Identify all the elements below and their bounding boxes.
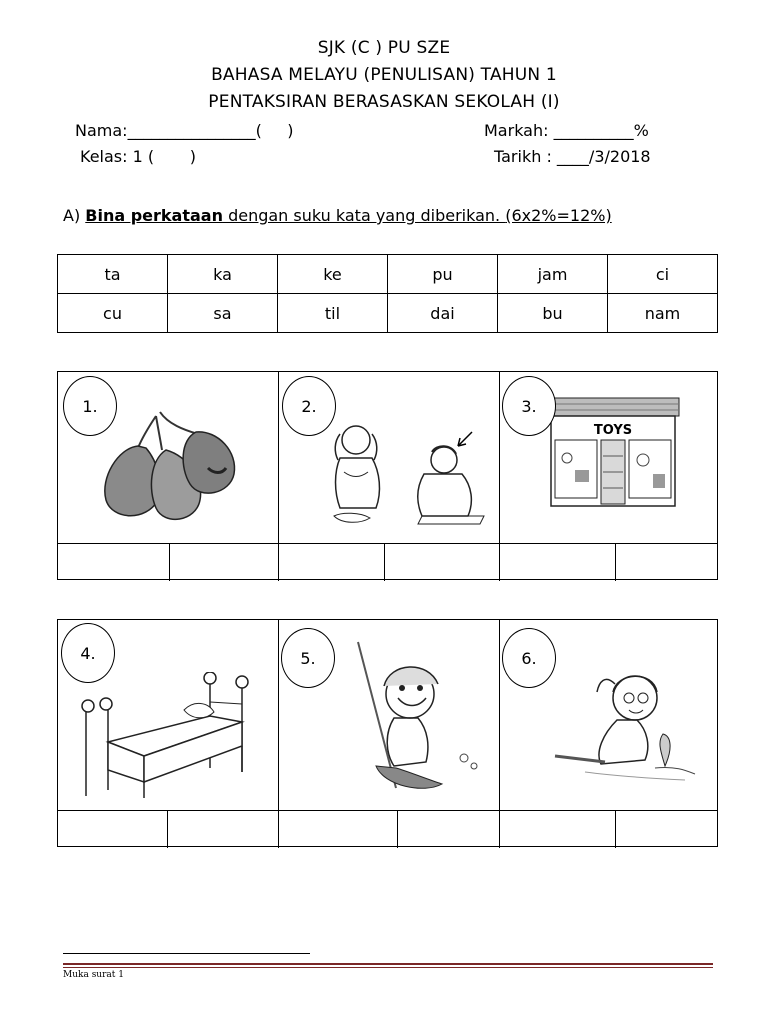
syllable-cell: til xyxy=(278,294,388,333)
syllable-row xyxy=(58,294,718,333)
markah-suffix: % xyxy=(633,121,649,140)
bed-icon xyxy=(74,672,264,800)
answer-row-1 xyxy=(58,543,717,581)
picture-cell-3 xyxy=(499,372,718,543)
syllable-cell: pu xyxy=(388,255,498,294)
answer-box[interactable] xyxy=(616,811,717,848)
page-number: Muka surat 1 xyxy=(63,970,124,980)
boy-sweeping-icon xyxy=(314,638,484,798)
answer-box[interactable] xyxy=(168,811,279,848)
syllable-cell: nam xyxy=(608,294,718,333)
syllable-cell: ta xyxy=(58,255,168,294)
instruction-bold: Bina perkataan xyxy=(85,206,223,225)
footer-rule xyxy=(63,963,713,965)
markah-field[interactable] xyxy=(484,121,649,140)
tarikh-field[interactable] xyxy=(494,147,651,166)
tarikh-suffix: /3/2018 xyxy=(588,147,651,166)
question-number-6: 6. xyxy=(502,628,556,688)
instruction-prefix: A) xyxy=(63,206,86,225)
answer-row-2 xyxy=(58,810,717,848)
nama-label: Nama: xyxy=(75,121,128,140)
answer-box[interactable] xyxy=(170,544,279,581)
answer-box[interactable] xyxy=(279,544,385,581)
picture-cell-6 xyxy=(499,620,718,810)
syllable-cell: bu xyxy=(498,294,608,333)
tarikh-label: Tarikh : xyxy=(494,147,557,166)
syllable-table xyxy=(57,254,718,333)
footer-rule-thin xyxy=(63,967,713,968)
answer-box[interactable] xyxy=(279,811,398,848)
syllable-cell: ke xyxy=(278,255,388,294)
syllable-cell: sa xyxy=(168,294,278,333)
answer-box[interactable] xyxy=(58,544,170,581)
syllable-row xyxy=(58,255,718,294)
question-number-1: 1. xyxy=(63,376,117,436)
syllable-cell: cu xyxy=(58,294,168,333)
question-number-5: 5. xyxy=(281,628,335,688)
answer-box[interactable] xyxy=(398,811,500,848)
subject-title: BAHASA MELAYU (PENULISAN) TAHUN 1 xyxy=(211,65,557,85)
syllable-cell: dai xyxy=(388,294,498,333)
nama-field[interactable] xyxy=(75,121,293,140)
markah-label: Markah: xyxy=(484,121,554,140)
girl-planting-icon xyxy=(525,656,705,796)
jambu-fruit-icon xyxy=(88,408,248,528)
kelas-field[interactable]: Kelas: 1 ( ) xyxy=(80,147,196,166)
children-playing-icon xyxy=(304,412,489,534)
nama-blank[interactable]: ________________ xyxy=(127,121,256,140)
picture-cell-4 xyxy=(58,620,279,810)
footer-divider xyxy=(63,953,310,954)
instruction xyxy=(63,206,612,225)
nama-number[interactable]: ( ) xyxy=(255,121,294,140)
answer-box[interactable] xyxy=(500,811,616,848)
picture-grid-2 xyxy=(57,619,718,847)
picture-cell-5 xyxy=(278,620,500,810)
picture-cell-1 xyxy=(58,372,279,543)
syllable-cell: jam xyxy=(498,255,608,294)
markah-blank[interactable]: __________ xyxy=(553,121,634,140)
picture-grid-1 xyxy=(57,371,718,580)
instruction-text: dengan suku kata yang diberikan. xyxy=(222,206,506,225)
school-name: SJK (C ) PU SZE xyxy=(317,38,451,58)
picture-cell-2 xyxy=(278,372,500,543)
answer-box[interactable] xyxy=(500,544,616,581)
answer-box[interactable] xyxy=(385,544,500,581)
question-number-4: 4. xyxy=(61,623,115,683)
question-number-2: 2. xyxy=(282,376,336,436)
syllable-cell: ka xyxy=(168,255,278,294)
instruction-marks: (6x2%=12%) xyxy=(505,206,612,225)
answer-box[interactable] xyxy=(616,544,717,581)
syllable-cell: ci xyxy=(608,255,718,294)
assessment-title: PENTAKSIRAN BERASASKAN SEKOLAH (I) xyxy=(208,92,560,112)
toy-shop-icon xyxy=(545,396,681,508)
question-number-3: 3. xyxy=(502,376,556,436)
shop-sign: TOYS xyxy=(593,423,633,438)
answer-box[interactable] xyxy=(58,811,168,848)
tarikh-blank[interactable]: ____ xyxy=(556,147,589,166)
